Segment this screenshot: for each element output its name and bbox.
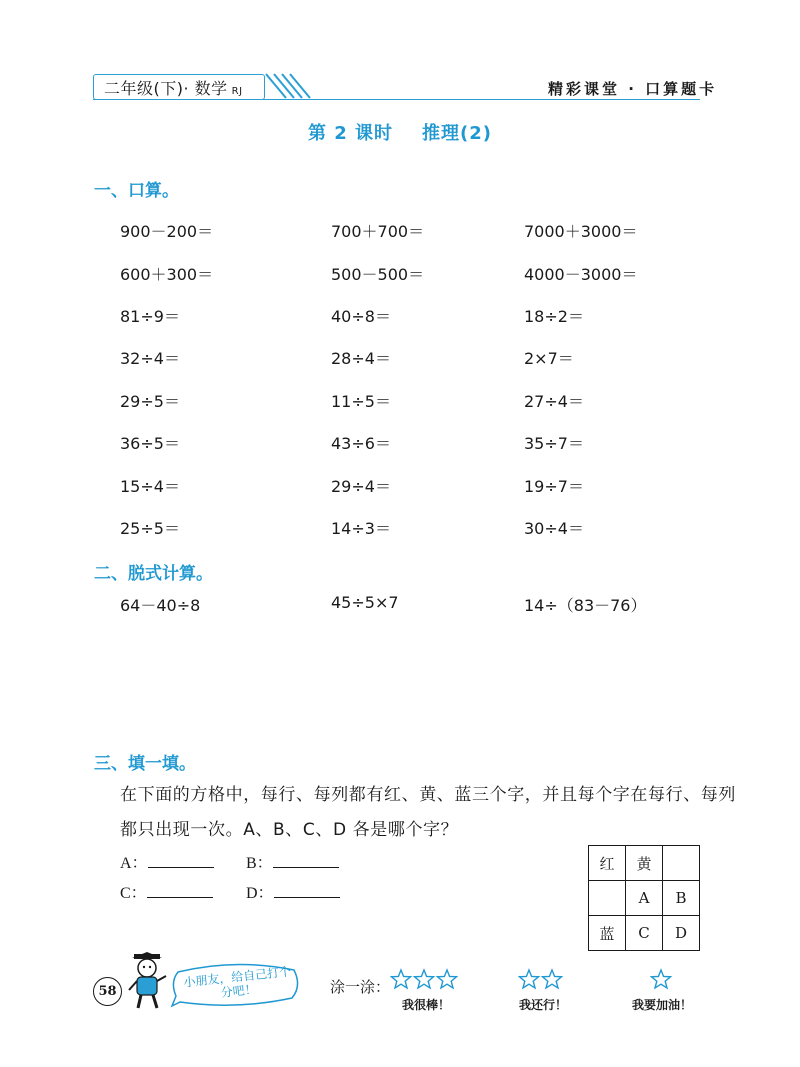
answer-a-label: A： bbox=[120, 855, 148, 872]
answer-b-label: B： bbox=[246, 855, 273, 872]
star-icon bbox=[438, 970, 457, 988]
step-calc-item: 14÷（83－76） bbox=[524, 596, 647, 615]
oral-calc-item: 43÷6＝ bbox=[331, 434, 391, 453]
star-icon bbox=[520, 970, 539, 988]
header-left-title: 二年级(下)· 数学 bbox=[104, 79, 228, 98]
oral-calc-item: 600＋300＝ bbox=[120, 265, 214, 284]
rating-label-try-harder: 我要加油！ bbox=[632, 998, 693, 1012]
section2-title: 二、脱式计算。 bbox=[94, 564, 213, 584]
answer-a-blank[interactable] bbox=[148, 853, 214, 868]
color-word-grid bbox=[588, 845, 700, 951]
oral-calc-item: 15÷4＝ bbox=[120, 477, 180, 496]
grid-cell: A bbox=[626, 881, 663, 916]
oral-calc-item: 36÷5＝ bbox=[120, 434, 180, 453]
grid-cell: 黄 bbox=[626, 846, 663, 881]
oral-calc-item: 7000＋3000＝ bbox=[524, 222, 638, 241]
oral-calc-item: 14÷3＝ bbox=[331, 519, 391, 538]
step-calc-item: 45÷5×7 bbox=[331, 593, 399, 612]
oral-calc-item: 28÷4＝ bbox=[331, 349, 391, 368]
page-number: 58 bbox=[93, 977, 122, 1006]
student-mascot-icon bbox=[124, 950, 172, 1012]
oral-calc-item: 29÷4＝ bbox=[331, 477, 391, 496]
oral-calc-item: 32÷4＝ bbox=[120, 349, 180, 368]
grid-cell: 红 bbox=[589, 846, 626, 881]
answer-c bbox=[120, 880, 213, 903]
oral-calc-item: 29÷5＝ bbox=[120, 392, 180, 411]
oral-calc-item: 19÷7＝ bbox=[524, 477, 584, 496]
header-grade-subject bbox=[104, 76, 243, 99]
grid-cell: B bbox=[663, 881, 700, 916]
star-icon bbox=[415, 970, 434, 988]
answer-c-label: C： bbox=[120, 885, 147, 902]
star-icon bbox=[652, 970, 671, 988]
oral-calc-item: 4000－3000＝ bbox=[524, 265, 638, 284]
answer-d-label: D： bbox=[246, 885, 274, 902]
header-divider bbox=[93, 99, 700, 100]
rating-label-great: 我很棒！ bbox=[402, 998, 451, 1012]
oral-calc-item: 500－500＝ bbox=[331, 265, 425, 284]
star-icon bbox=[543, 970, 562, 988]
oral-calc-item: 11÷5＝ bbox=[331, 392, 391, 411]
speech-bubble-text: 小朋友，给自己打个分吧！ bbox=[182, 964, 292, 1000]
header-book-title: 精彩课堂 · 口算题卡 bbox=[548, 80, 718, 98]
star-icon bbox=[392, 970, 411, 988]
problem-text-line2: 都只出现一次。A、B、C、D 各是哪个字？ bbox=[120, 820, 459, 840]
oral-calc-item: 35÷7＝ bbox=[524, 434, 584, 453]
oral-calc-item: 18÷2＝ bbox=[524, 307, 584, 326]
grid-cell: 蓝 bbox=[589, 916, 626, 951]
oral-calc-item: 2×7＝ bbox=[524, 349, 574, 368]
grid-cell: D bbox=[663, 916, 700, 951]
grid-cell bbox=[589, 881, 626, 916]
step-calc-item: 64－40÷8 bbox=[120, 596, 201, 615]
answer-c-blank[interactable] bbox=[147, 883, 213, 898]
oral-calc-item: 27÷4＝ bbox=[524, 392, 584, 411]
oral-calc-item: 81÷9＝ bbox=[120, 307, 180, 326]
self-rating-label: 涂一涂： bbox=[330, 978, 391, 996]
rating-stars-2[interactable] bbox=[518, 968, 566, 992]
answer-a bbox=[120, 850, 214, 873]
grid-cell bbox=[663, 846, 700, 881]
lesson-title: 第 2 课时 推理(2) bbox=[307, 123, 493, 144]
grid-cell: C bbox=[626, 916, 663, 951]
oral-calc-item: 700＋700＝ bbox=[331, 222, 425, 241]
answer-b bbox=[246, 850, 339, 873]
answer-d bbox=[246, 880, 340, 903]
oral-calc-item: 30÷4＝ bbox=[524, 519, 584, 538]
oral-calc-item: 25÷5＝ bbox=[120, 519, 180, 538]
rating-label-ok: 我还行！ bbox=[519, 998, 568, 1012]
answer-b-blank[interactable] bbox=[273, 853, 339, 868]
header-edition-badge: RJ bbox=[231, 86, 243, 97]
section3-title: 三、填一填。 bbox=[94, 754, 196, 774]
oral-calc-item: 900－200＝ bbox=[120, 222, 214, 241]
answer-d-blank[interactable] bbox=[274, 883, 340, 898]
header-stripes-decoration bbox=[262, 72, 312, 100]
oral-calc-item: 40÷8＝ bbox=[331, 307, 391, 326]
problem-text-line1: 在下面的方格中，每行、每列都有红、黄、蓝三个字，并且每个字在每行、每列 bbox=[120, 785, 736, 805]
section1-title: 一、口算。 bbox=[94, 181, 179, 201]
rating-stars-1[interactable] bbox=[650, 968, 674, 992]
rating-stars-3[interactable] bbox=[390, 968, 460, 992]
